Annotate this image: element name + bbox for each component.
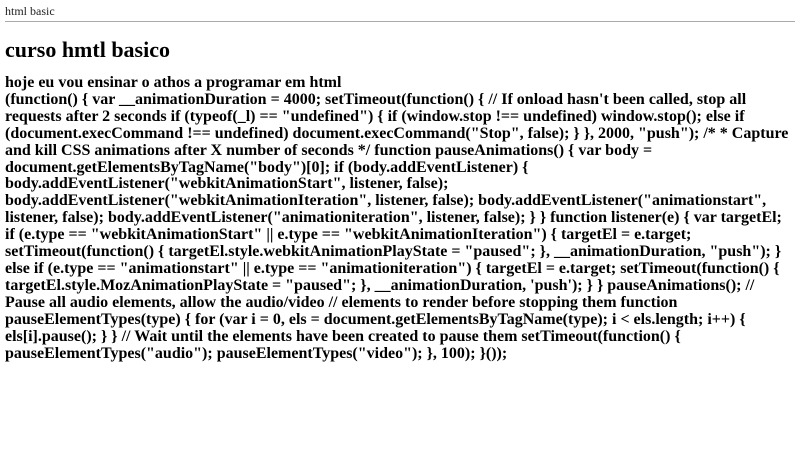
intro-text: hoje eu vou ensinar o athos a programar em html [5, 74, 342, 91]
code-text: (function() { var __animationDuration = 4000; setTimeout(function() { // If onload hasn't been called, stop all requests after 2 seconds if (typeof(_l) == "undefined") { if (window.stop !== undefined) window.stop(); else if (document.execCommand !== undefined) document.execCommand("Stop", false); } }, 2000, "push"); /* * Capture and kill CSS animations after X number of seconds */ function pauseAnimations() { var body = document.getElementsByTagName("body")[0]; if (body.addEventListener) { body.addEventListener("webkitAnimationStart", listener, false); body.addEventListener("webkitAnimationIteration", listener, false); body.addEventListener("animationstart", listener, false); body.addEventListener("animationiteration", listener, false); } } function listener(e) { var targetEl; if (e.type == "webkitAnimationStart" || e.type == "webkitAnimationIteration") { targetEl = e.target; setTimeout(function() { targetEl.style.webkitAnimationPlayState = "paused"; }, __animationDuration, "push"); } else if (e.type == "animationstart" || e.type == "animationiteration") { targetEl = e.target; setTimeout(function() { targetEl.style.MozAnimationPlayState = "paused"; }, __animationDuration, 'push'); } } pauseAnimations(); // Pause all audio elements, allow the audio/video // elements to render before stopping them function pauseElementTypes(type) { for (var i = 0, els = document.getElementsByTagName(type); i < els.length; i++) { els[i].pause(); } } // Wait until the elements have been created to pause them setTimeout(function() { pauseElementTypes("audio"); pauseElementTypes("video"); }, 100); }()); [5, 90, 789, 362]
page-content [0, 63, 800, 362]
page-title: curso hmtl basico [5, 37, 170, 62]
site-title: html basic [5, 4, 55, 18]
